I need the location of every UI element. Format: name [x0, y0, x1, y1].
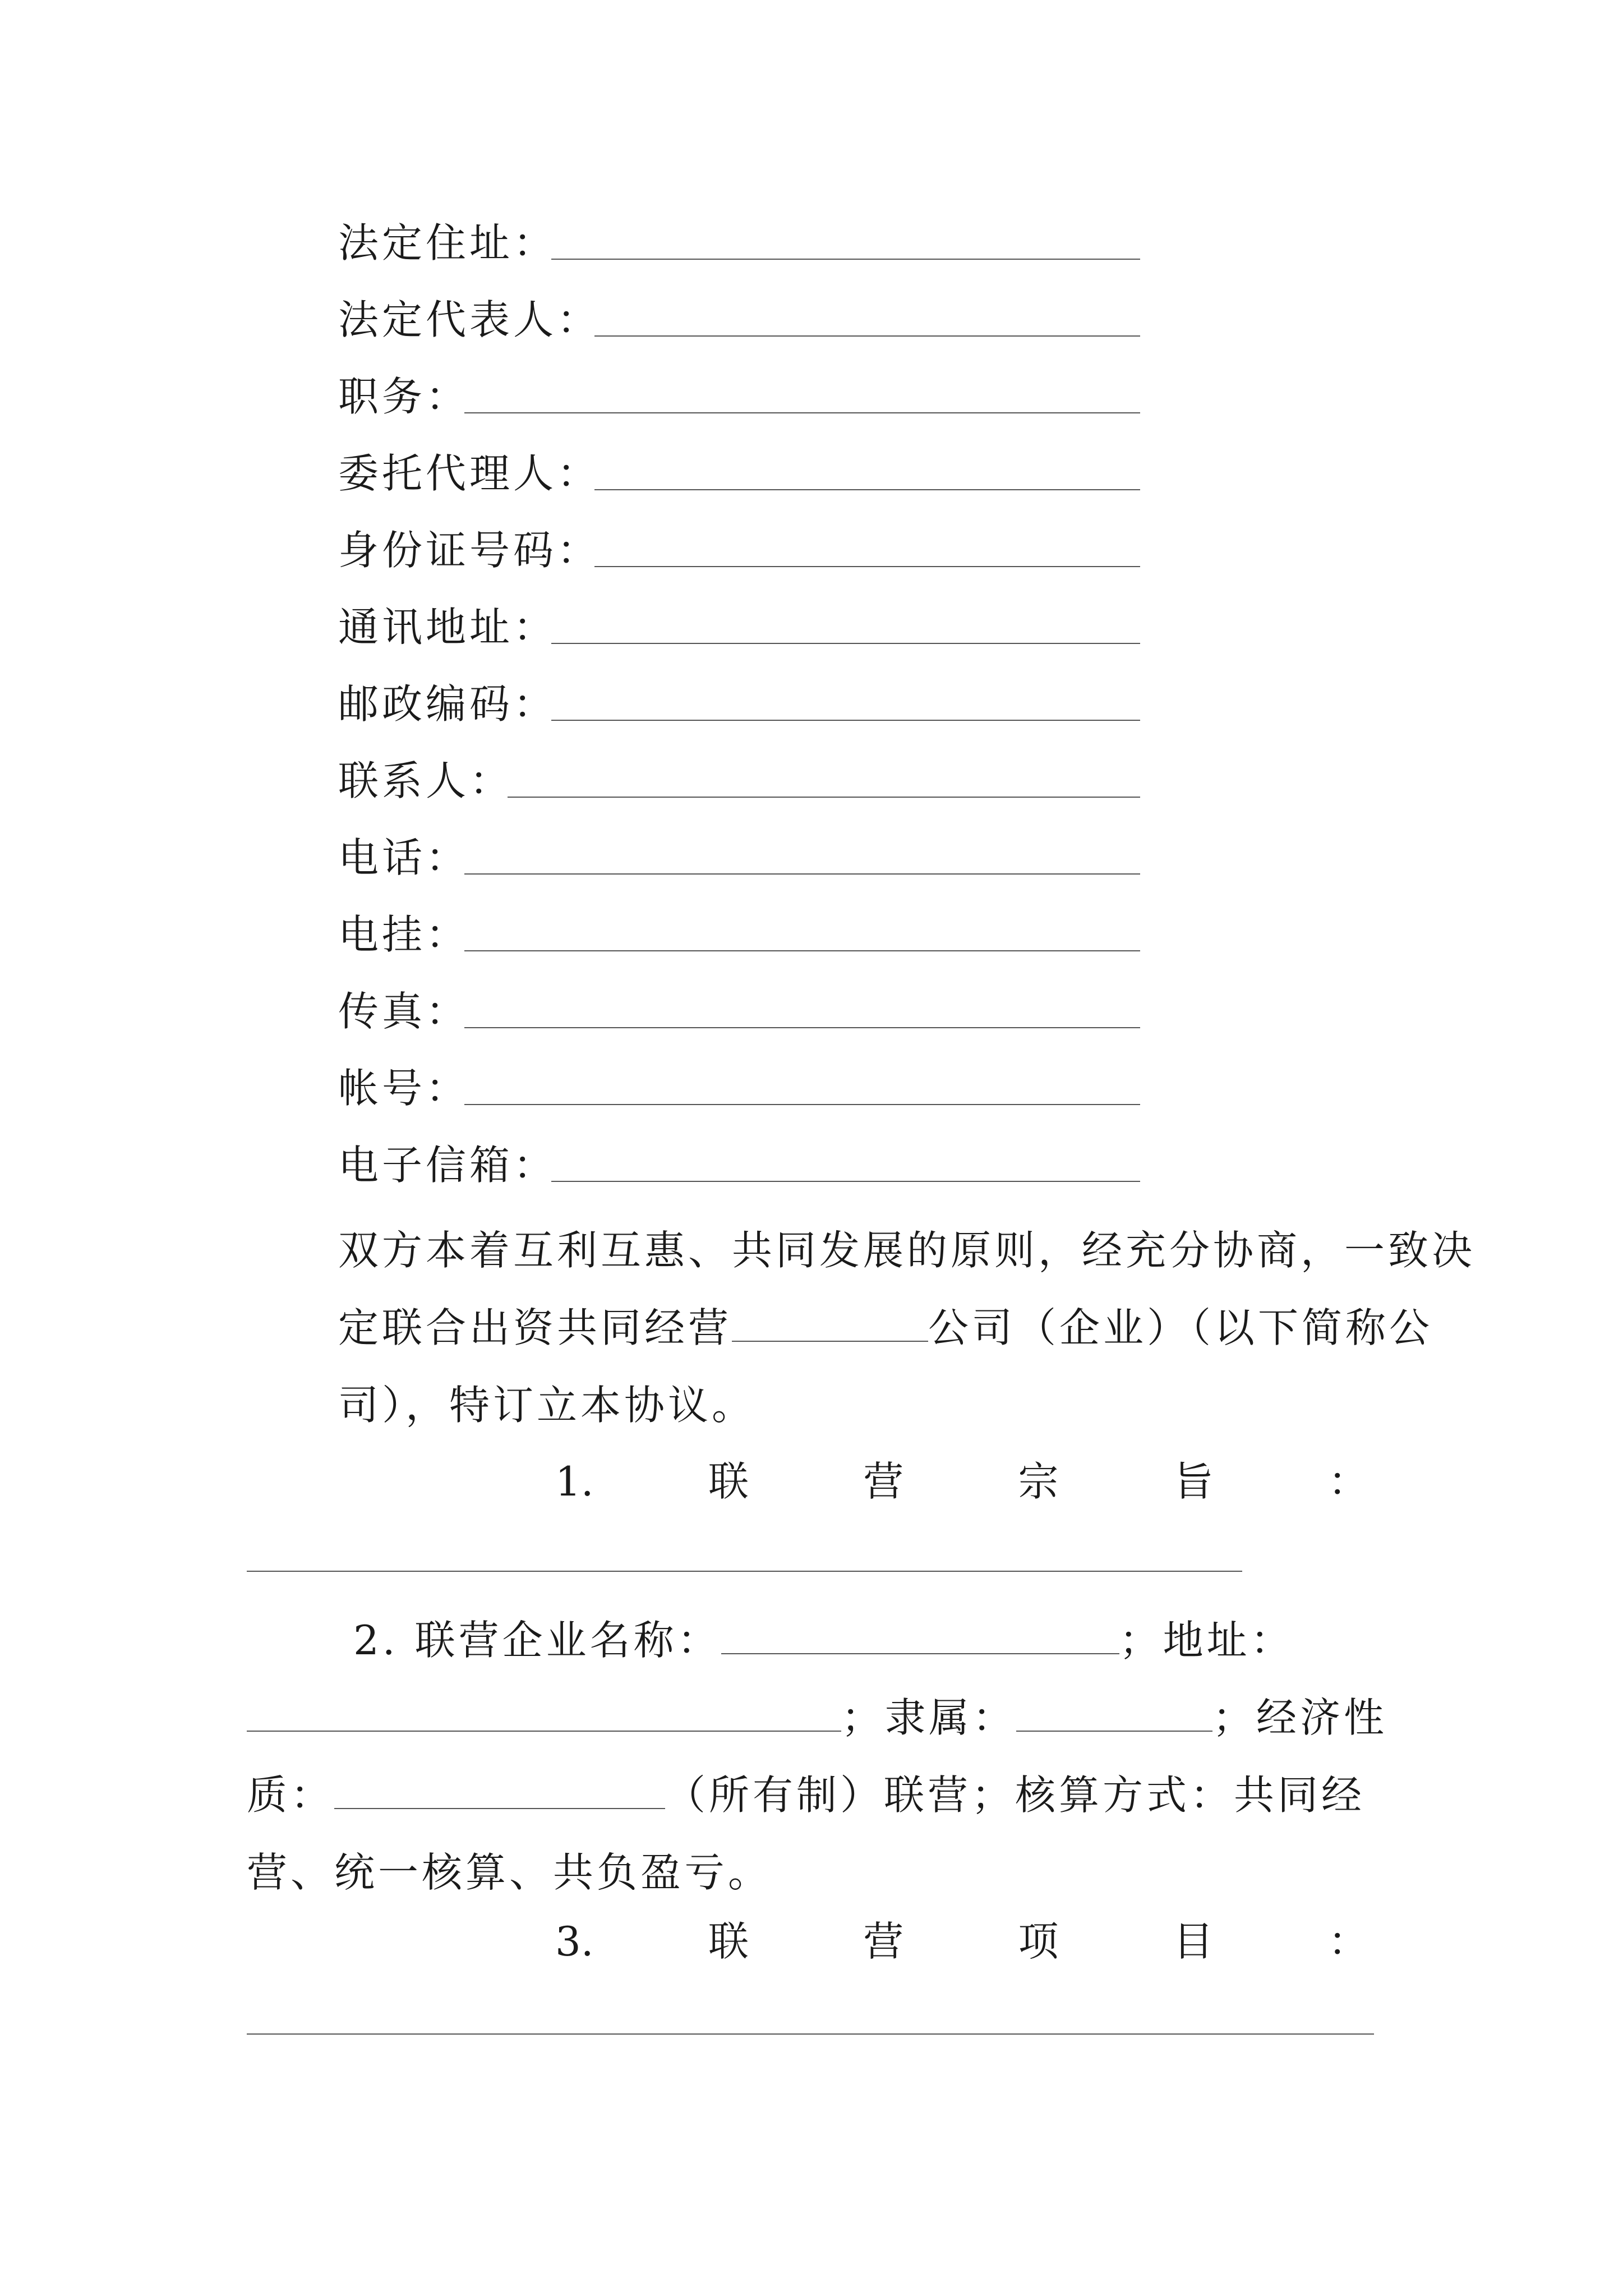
field-legal-representative: [338, 270, 601, 343]
field-mailing-address: [338, 578, 557, 651]
heading-char: 联: [708, 1918, 749, 1965]
fill-blank[interactable]: [464, 950, 1140, 951]
intro-text-2: 公司（企业）（以下简称公司），特订立本协议。: [338, 1304, 1433, 1429]
fill-blank[interactable]: [594, 335, 1140, 337]
field-id-number: [338, 501, 601, 574]
field-label: 帐号：: [338, 1065, 470, 1112]
field-label: 电话：: [338, 834, 470, 881]
section-1-fill-blank[interactable]: [247, 1571, 1242, 1572]
section-2-text-2: ；地址：: [1119, 1617, 1294, 1664]
field-label: 职务：: [338, 373, 470, 420]
field-legal-address: [338, 194, 557, 266]
section-number: 3.: [555, 1918, 594, 1965]
company-name-blank[interactable]: [732, 1307, 928, 1342]
field-email: [338, 1116, 557, 1189]
heading-char: ：: [1327, 1458, 1368, 1505]
field-label: 传真：: [338, 988, 470, 1035]
fill-blank[interactable]: [464, 412, 1140, 413]
fill-blank[interactable]: [551, 720, 1140, 721]
heading-char: 目: [1173, 1918, 1214, 1965]
field-fax: [338, 962, 469, 1035]
field-label: 电子信箱：: [338, 1142, 557, 1189]
heading-char: ：: [1327, 1918, 1368, 1965]
affiliation-blank[interactable]: [1016, 1697, 1212, 1732]
fill-blank[interactable]: [551, 1181, 1140, 1182]
section-3-fill-blank[interactable]: [247, 2033, 1374, 2035]
field-label: 通讯地址：: [338, 604, 557, 651]
fill-blank[interactable]: [464, 1027, 1140, 1028]
field-telephone: [338, 808, 469, 881]
heading-char: 旨: [1173, 1458, 1214, 1505]
field-label: 邮政编码：: [338, 680, 557, 728]
section-1-heading: [555, 1458, 1368, 1505]
heading-char: 营: [863, 1918, 904, 1965]
field-telegraph: [338, 885, 469, 958]
fill-blank[interactable]: [508, 797, 1140, 798]
field-label: 身份证号码：: [338, 527, 601, 574]
section-3-heading: [555, 1918, 1368, 1965]
field-label: 法定住址：: [338, 219, 557, 266]
heading-char: 联: [708, 1458, 749, 1505]
fill-blank[interactable]: [464, 873, 1140, 875]
section-number: 1.: [555, 1458, 594, 1505]
enterprise-name-blank[interactable]: [721, 1619, 1119, 1654]
fill-blank[interactable]: [551, 643, 1140, 644]
section-2-text-3: ；隶属：: [841, 1694, 1017, 1741]
section-2-text-5: （所有制）联营；核算方式：共同经营、统一核算、共负盈亏。: [247, 1772, 1366, 1896]
section-2-text-1: 2. 联营企业名称：: [353, 1617, 721, 1664]
heading-char: 宗: [1018, 1458, 1059, 1505]
economic-nature-blank[interactable]: [334, 1774, 665, 1809]
heading-char: 营: [863, 1458, 904, 1505]
heading-char: 项: [1018, 1918, 1059, 1965]
field-position: [338, 347, 469, 420]
field-label: 委托代理人：: [338, 450, 601, 497]
field-agent: [338, 424, 601, 497]
section-2-paragraph: [247, 1602, 1391, 1911]
field-label: 法定代表人：: [338, 296, 601, 343]
field-account: [338, 1039, 469, 1112]
fill-blank[interactable]: [594, 566, 1140, 567]
field-postal-code: [338, 655, 557, 728]
fill-blank[interactable]: [551, 259, 1140, 260]
intro-text-1: 双方本着互利互惠、共同发展的原则，经充分协商，一致决定联合出资共同经营: [338, 1227, 1476, 1351]
fill-blank[interactable]: [594, 489, 1140, 490]
address-blank[interactable]: [247, 1697, 841, 1732]
field-label: 电挂：: [338, 911, 470, 958]
section-2-text-4: ；经济性质：: [247, 1694, 1388, 1819]
field-label: 联系人：: [338, 757, 514, 804]
fill-blank[interactable]: [464, 1104, 1140, 1105]
field-contact-person: [338, 731, 513, 804]
intro-paragraph: [247, 1212, 1482, 1444]
